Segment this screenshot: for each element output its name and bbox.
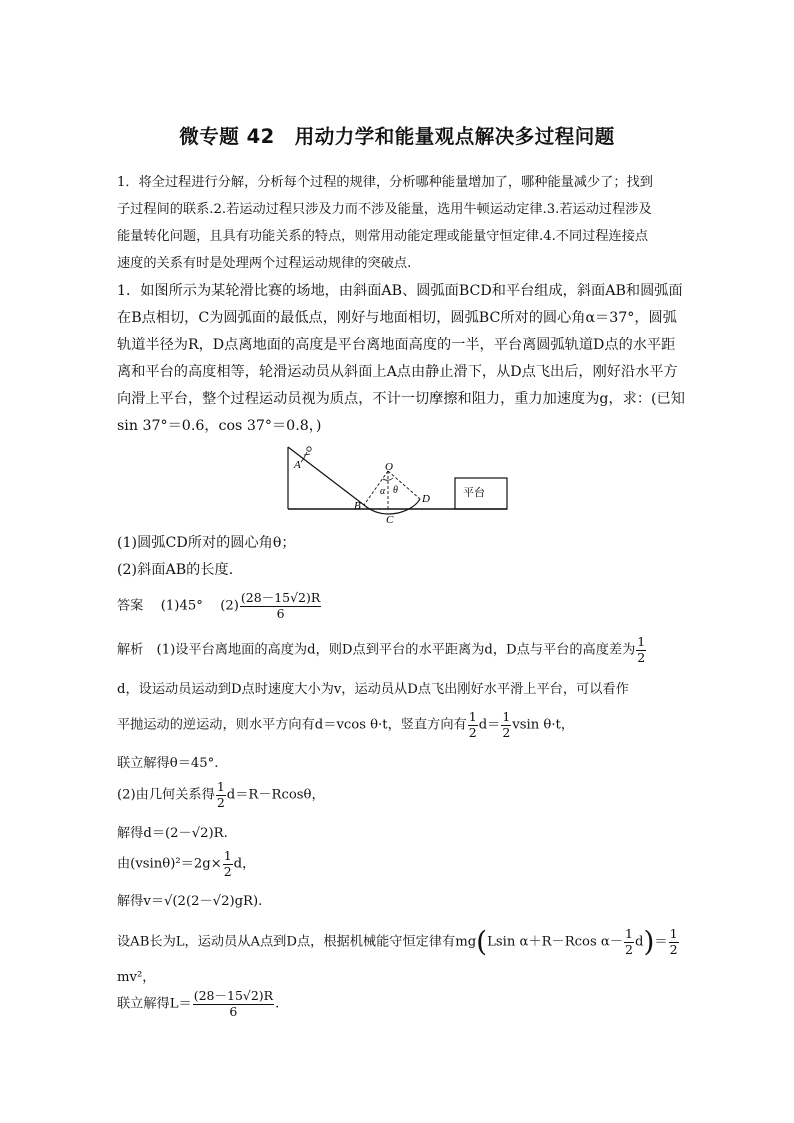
label-alpha: α [380,486,386,497]
answer-frac-num: (28－15√2)R [240,590,321,605]
solution-line-4: 联立解得θ＝45°. [117,756,219,771]
sub-question-1: (1)圆弧CD所对的圆心角θ； [117,535,296,551]
label-b: B [354,500,361,512]
label-o: O [385,461,393,473]
half-fraction: $\frac{1}{2}$ [223,848,232,879]
track-figure [280,443,520,527]
solution-line-9: 设AB长为L，运动员从A点到D点，根据机械能守恒定律有mg(Lsin α＋R－Rcos α－ $\frac{1}{2}$ d)＝ $\frac{1}{2}$ [117,925,678,958]
half-fraction: $\frac{1}{2}$ [216,779,225,810]
answer-label: 答案 [117,598,144,614]
answer-frac-den: 6 [276,605,285,621]
question-line-1: 1．如图所示为某轮滑比赛的场地，由斜面AB、圆弧面BCD和平台组成，斜面AB和圆弧面 [117,283,683,299]
solution-l1-text: 解析 (1)设平台离地面的高度为d，则D点到平台的水平距离为d，D点与平台的高度差为 [117,642,636,658]
answer-part2-prefix: (2) [220,598,239,614]
solution-line-6: 解得d＝(2－√2)R. [117,826,228,841]
label-theta: θ [393,485,398,496]
solution-line-8: 解得v＝√(2(2－√2)gR). [117,894,263,909]
page-title: 微专题 42 用动力学和能量观点解决多过程问题 [179,125,615,148]
question-line-4: 离和平台的高度相等，轮滑运动员从斜面上A点由静止滑下，从D点飞出后，刚好沿水平方 [117,364,678,380]
question-line-2: 在B点相切，C为圆弧面的最低点，刚好与地面相切，圆弧BC所对的圆心角α＝37°，圆弧 [117,310,677,326]
intro-line-3: 能量转化问题，且具有功能关系的特点，则常用动能定理或能量守恒定律.4.不同过程连接点 [117,229,649,244]
intro-line-1: 1．将全过程进行分解，分析每个过程的规律，分析哪种能量增加了，哪种能量减少了；找到 [117,175,653,190]
intro-line-4: 速度的关系有时是处理两个过程运动规律的突破点. [117,256,412,271]
sub-question-2: (2)斜面AB的长度. [117,562,234,578]
solution-line-7: 由(vsinθ)²＝2g× $\frac{1}{2}$ d， [117,848,256,879]
label-c: C [386,514,394,526]
label-a: A [294,459,301,471]
intro-line-2: 子过程间的联系.2.若运动过程只涉及力而不涉及能量，选用牛顿运动定律.3.若运动过程涉及 [117,202,652,217]
answer-line [117,592,322,620]
solution-line-11: 联立解得L＝ $\frac{(28-15√2)R}{6}$ . [117,988,280,1019]
solution-line-3: 平抛运动的逆运动，则水平方向有d＝vcos θ·t，竖直方向有 $\frac{1}{2}$ d＝ $\frac{1}{2}$ vsin θ·t， [117,709,575,740]
question-line-3: 轨道半径为R，D点离地面的高度是平台离地面高度的一半，平台离圆弧轨道D点的水平距 [117,337,676,353]
label-d: D [422,493,430,505]
half-fraction: $\frac{1}{2}$ [468,709,477,740]
solution-line-10: mv²， [117,970,156,985]
label-platform: 平台 [463,487,485,499]
skater-head-icon [307,447,311,451]
solution-line-5: (2)由几何关系得 $\frac{1}{2}$ d＝R－Rcosθ， [117,779,325,810]
answer-fraction [240,592,321,620]
half-fraction: $\frac{1}{2}$ [637,634,646,665]
half-fraction: $\frac{1}{2}$ [502,709,511,740]
answer-part1: (1)45° [160,598,203,614]
solution-line-1 [117,636,647,664]
solution-line-2: d，设运动员运动到D点时速度大小为v，运动员从D点飞出刚好水平滑上平台，可以看作 [117,682,629,697]
question-line-6: sin 37°＝0.6，cos 37°＝0.8，) [117,418,322,434]
half-fraction: $\frac{1}{2}$ [669,926,678,957]
question-line-5: 向滑上平台，整个过程运动员视为质点，不计一切摩擦和阻力，重力加速度为g，求：(已知 [117,391,685,407]
half-fraction: $\frac{1}{2}$ [625,926,633,957]
final-fraction: $\frac{(28-15√2)R}{6}$ [193,988,274,1019]
